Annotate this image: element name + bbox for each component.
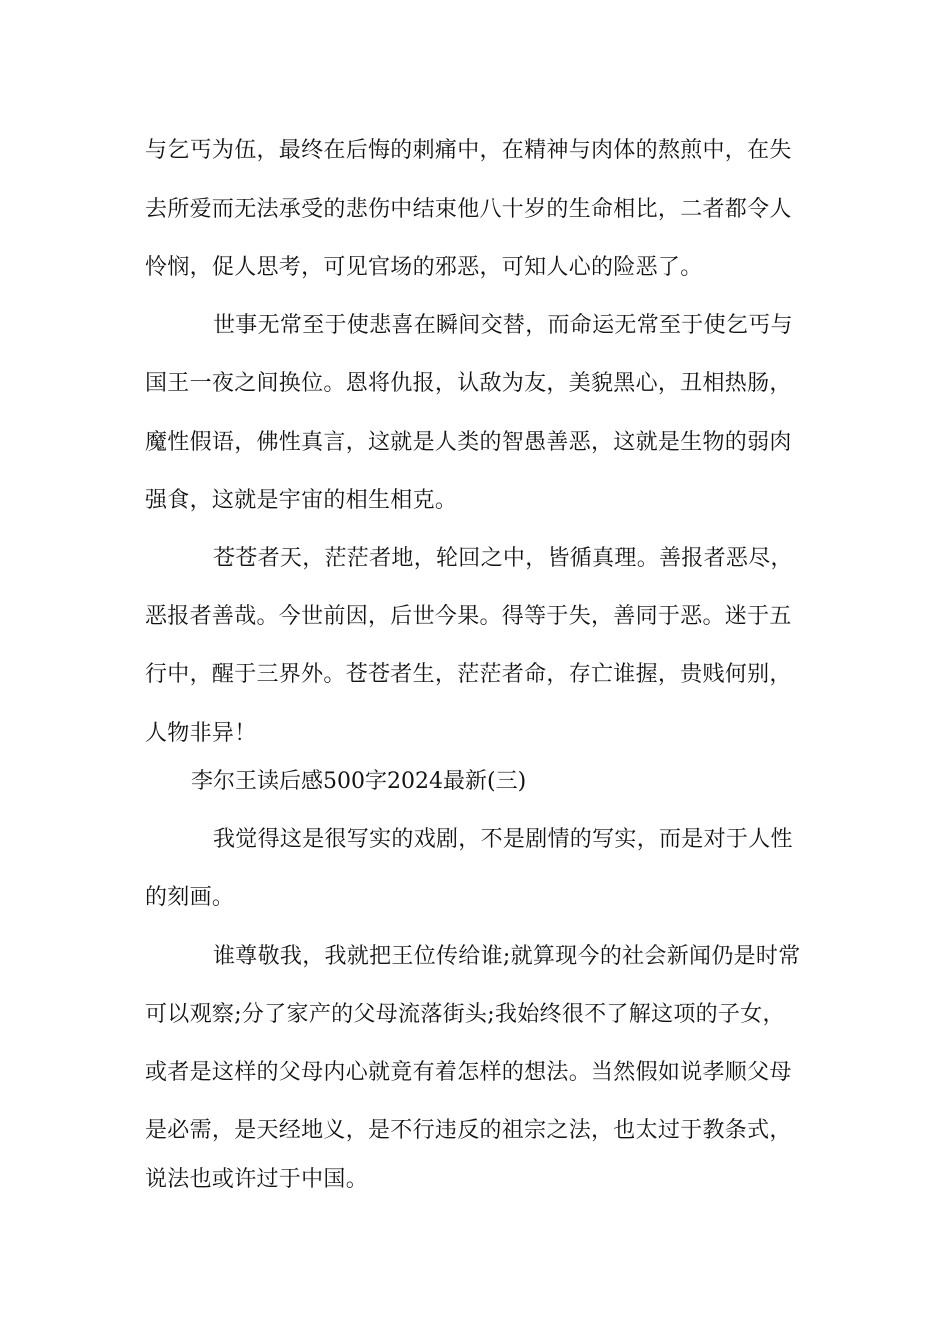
text-line: 行中，醒于三界外。苍苍者生，茫茫者命，存亡谁握，贵贱何别， [145, 662, 792, 687]
text-line: 怜悯，促人思考，可见官场的邪恶，可知人心的险恶了。 [145, 255, 703, 280]
text-line: 的刻画。 [145, 885, 235, 910]
text-line: 说法也或许过于中国。 [145, 1167, 369, 1192]
text-line: 去所爱而无法承受的悲伤中结束他八十岁的生命相比，二者都令人 [145, 197, 792, 222]
text-line: 可以观察;分了家产的父母流落街头;我始终很不了解这项的子女， [145, 1002, 785, 1027]
text-line: 或者是这样的父母内心就竟有着怎样的想法。当然假如说孝顺父母 [145, 1060, 792, 1085]
text-line: 我觉得这是很写实的戏剧，不是剧情的写实，而是对于人性 [213, 827, 793, 852]
text-line: 与乞丐为伍，最终在后悔的刺痛中，在精神与肉体的熬煎中，在失 [145, 138, 792, 163]
section-heading: 李尔王读后感500字2024最新(三) [191, 769, 527, 794]
text-line: 恶报者善哉。今世前因，后世今果。得等于失，善同于恶。迷于五 [145, 604, 792, 629]
text-line: 是必需，是天经地义，是不行违反的祖宗之法，也太过于教条式， [145, 1118, 792, 1143]
text-line: 谁尊敬我，我就把王位传给谁;就算现今的社会新闻仍是时常 [213, 944, 801, 969]
text-line: 魔性假语，佛性真言，这就是人类的智愚善恶，这就是生物的弱肉 [145, 430, 792, 455]
text-line: 苍苍者天，茫茫者地，轮回之中，皆循真理。善报者恶尽， [213, 546, 793, 571]
text-line: 强食，这就是宇宙的相生相克。 [145, 488, 458, 513]
text-line: 人物非异！ [145, 721, 257, 746]
text-line: 世事无常至于使悲喜在瞬间交替，而命运无常至于使乞丐与 [213, 313, 793, 338]
text-line: 国王一夜之间换位。恩将仇报，认敌为友，美貌黑心，丑相热肠， [145, 371, 792, 396]
